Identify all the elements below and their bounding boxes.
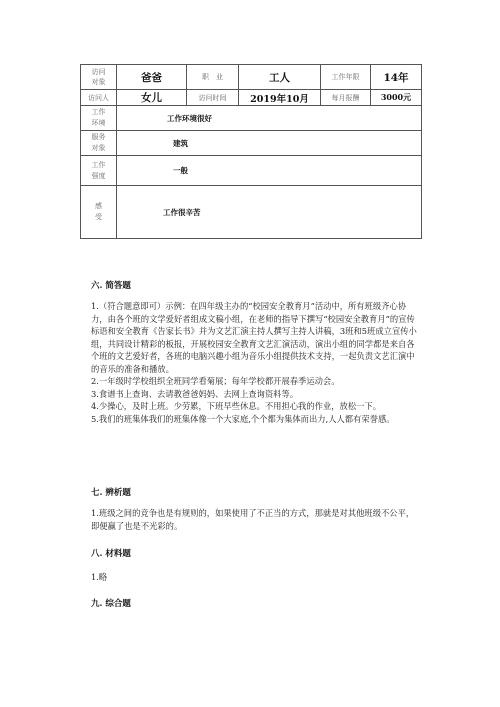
answer-item: 2.一年级时学校组织全班同学看菊展；每年学校都开展春季运动会。 <box>91 376 340 386</box>
visit-time-label: 访问时间 <box>187 90 239 106</box>
salary-label: 每月报酬 <box>321 90 371 106</box>
answer-item: 1.（符合题意即可）示例：在四年级主办的“校园安全教育月”活动中，所有班级齐心协力，由各个班的文学爱好者组成文稿小组，在老师的指导下撰写“校园安全教育月”的宣传标语和安全教育《告家长书》并为文艺汇演主持人撰写主持人讲稿，3班和5班成立宣传小组，共同设计精彩的板报，开展校园安全教育文艺汇演活动，演出小组的同学都是来自各个班的文艺爱好者，各班的电脑兴趣小组为音乐小组提供技术支持，一起负责文艺汇演中的音乐的准备和播放。 <box>91 301 417 374</box>
section-nine-title: 九. 综合题 <box>91 599 131 609</box>
feeling-label: 感 受 <box>81 186 117 239</box>
visit-target-label: 访问 对象 <box>81 65 117 90</box>
salary-value: 3000元 <box>371 90 422 106</box>
service-label: 服务 对象 <box>81 131 117 156</box>
job-label: 职 业 <box>187 65 239 90</box>
years-value: 14年 <box>371 65 422 90</box>
answer-item: 1.略 <box>91 572 108 582</box>
visitor-value: 女儿 <box>117 90 187 106</box>
visit-time-value: 2019年10月 <box>239 90 321 106</box>
table-row <box>81 106 422 131</box>
years-label: 工作年限 <box>321 65 371 90</box>
table-row <box>81 90 422 106</box>
answer-item: 4.少操心，及时上班。少劳累，下班早些休息。不用担心我的作业，放松一下。 <box>91 401 382 411</box>
visit-target-value: 爸爸 <box>117 65 187 90</box>
table-row <box>81 186 422 239</box>
answer-item: 3.食谱书上查询、去请教爸爸妈妈、去网上查询资料等。 <box>91 388 299 399</box>
env-value: 工作环境很好 <box>117 106 422 131</box>
survey-table <box>80 64 422 239</box>
section-six-body <box>91 300 421 425</box>
answer-item: 1.班级之间的竞争也是有规则的，如果使用了不正当的方式，那就是对其他班级不公平，即便赢了也是不光彩的。 <box>91 508 415 531</box>
table-row <box>81 65 422 90</box>
intensity-value: 一般 <box>117 156 422 186</box>
section-eight-body <box>91 571 421 584</box>
section-eight-title: 八. 材料题 <box>91 549 131 559</box>
answer-item: 5.我们的班集体我们的班集体像一个大家庭,个个都为集体而出力,人人都有荣誉感。 <box>91 413 395 424</box>
visitor-label: 访问人 <box>81 90 117 106</box>
table-row <box>81 156 422 186</box>
table-row <box>81 131 422 156</box>
section-seven-body <box>91 507 421 532</box>
service-value: 建筑 <box>117 131 422 156</box>
feeling-value: 工作很辛苦 <box>117 186 422 239</box>
section-seven-title: 七. 辨析题 <box>91 488 131 498</box>
intensity-label: 工作 强度 <box>81 156 117 186</box>
section-six-title: 六. 简答题 <box>91 281 131 291</box>
env-label: 工作 环境 <box>81 106 117 131</box>
job-value: 工人 <box>239 65 321 90</box>
